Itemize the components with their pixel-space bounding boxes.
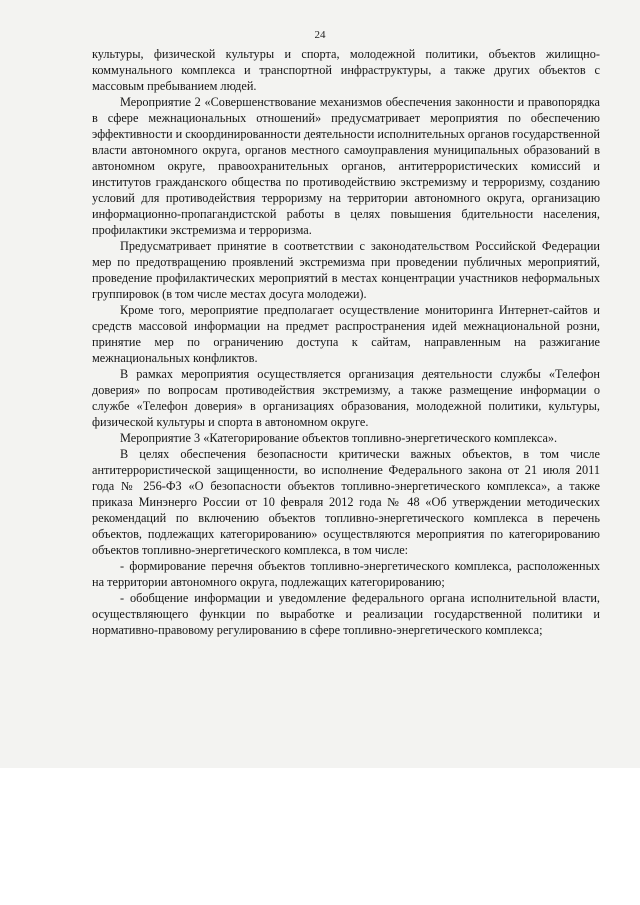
page-number: 24 bbox=[314, 29, 326, 41]
paragraph-security: В целях обеспечения безопасности критически важных объектов, в том числе антитеррористической защищенности, во исполнение Федерального закона от 21 июля 2011 года № 256-ФЗ «О безопасности объектов топливно-энергетического комплекса», а также приказа Минэнерго России от 10 февраля 2012 года № 48 «Об утверждении методических рекомендаций по включению объектов топливно-энергетического комплекса в перечень объектов, подлежащих категорированию» осуществляются мероприятия по категорированию объектов топливно-энергетического комплекса, в том числе: bbox=[92, 447, 600, 557]
paragraph-public-events: Предусматривает принятие в соответствии с законодательством Российской Федерации мер по предотвращению проявлений экстремизма при проведении публичных мероприятий, проведение профилактических мероприятий в местах концентрации участников неформальных группировок (в том числе местах досуга молодежи). bbox=[92, 239, 600, 301]
list-item-list-formation: - формирование перечня объектов топливно-энергетического комплекса, расположенных на территории автономного округа, подлежащих категорированию; bbox=[92, 559, 600, 589]
blank-area bbox=[0, 768, 640, 905]
list-item-notification: - обобщение информации и уведомление федерального органа исполнительной власти, осуществляющего функции по выработке и реализации государственной политики и нормативно-правовому регулированию в сфере топливно-энергетического комплекса; bbox=[92, 591, 600, 637]
paragraph-monitoring: Кроме того, мероприятие предполагает осуществление мониторинга Интернет-сайтов и средств массовой информации на предмет распространения идей межнациональной розни, принятие мер по ограничению доступа к сайтам, направленным на разжигание межнациональных конфликтов. bbox=[92, 303, 600, 365]
paragraph-measure-3: Мероприятие 3 «Категорирование объектов топливно-энергетического комплекса». bbox=[120, 431, 558, 445]
paragraph-measure-2: Мероприятие 2 «Совершенствование механизмов обеспечения законности и правопорядка в сфере межнациональных отношений» предусматривает мероприятия по обеспечению эффективности и скоординированности деятельности исполнительных органов государственной власти автономного округа, органов местного самоуправления муниципальных образований в автономном округе, правоохранительных органов, антитеррористических комиссий и институтов гражданского общества по противодействию экстремизму и терроризму, созданию условий для противодействия терроризму на территории автономного округа, организацию информационно-пропагандистской работы в целях повышения бдительности населения, профилактики экстремизма и терроризма. bbox=[92, 95, 600, 237]
paragraph-helpline: В рамках мероприятия осуществляется организация деятельности службы «Телефон доверия» по вопросам противодействия экстремизму, а также размещение информации о службе «Телефон доверия» в организациях образования, молодежной политики, культуры, физической культуры и спорта в автономном округе. bbox=[92, 367, 600, 429]
paragraph-continuation: культуры, физической культуры и спорта, молодежной политики, объектов жилищно-коммунального комплекса и транспортной инфраструктуры, а также других объектов с массовым пребыванием людей. bbox=[92, 47, 600, 93]
document-body bbox=[92, 46, 600, 638]
